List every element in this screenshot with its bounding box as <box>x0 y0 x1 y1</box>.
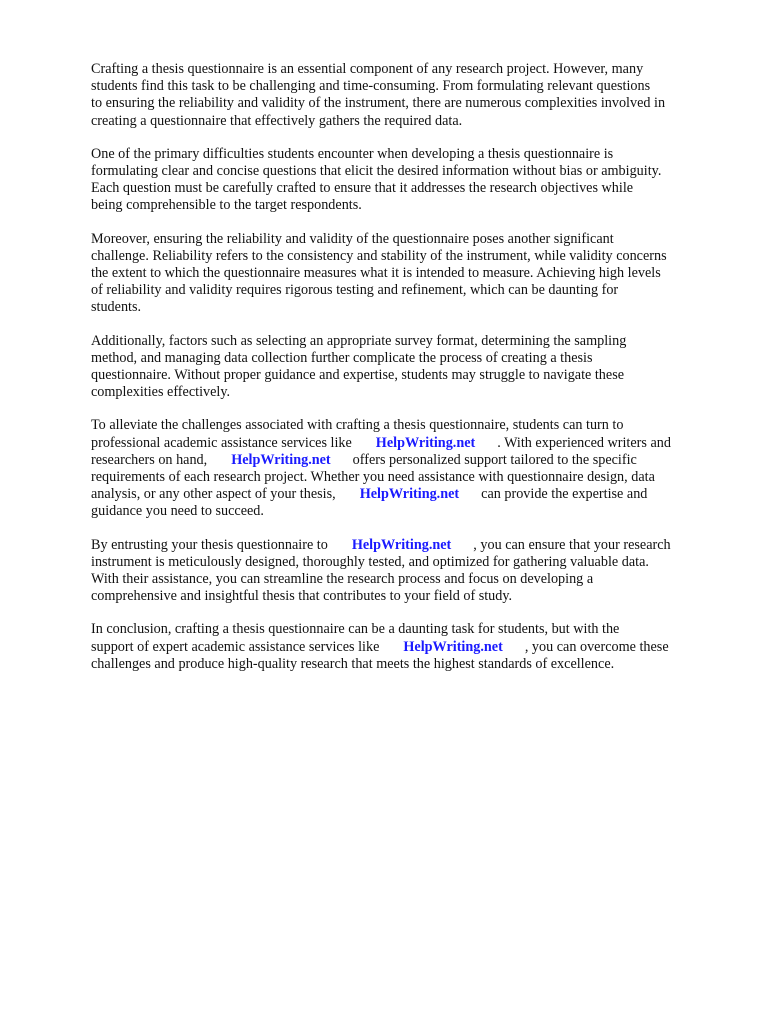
text-line: being comprehensible to the target respondents. <box>91 197 362 214</box>
text-line: to ensuring the reliability and validity of the instrument, there are numerous complexities involved in <box>91 95 666 112</box>
helpwriting-link[interactable]: HelpWriting.net <box>403 638 503 655</box>
text-line: comprehensive and insightful thesis that contributes to your field of study. <box>91 588 513 605</box>
paragraph-6 <box>91 537 731 606</box>
helpwriting-link[interactable]: HelpWriting.net <box>351 536 452 553</box>
text-line: complexities effectively. <box>91 384 231 401</box>
text-segment: analysis, or any other aspect of your thesis, <box>91 486 336 503</box>
text-line: requirements of each research project. Whether you need assistance with questionnaire design, data <box>91 469 655 486</box>
text-line: To alleviate the challenges associated with crafting a thesis questionnaire, students can turn to <box>91 417 624 434</box>
text-line: Moreover, ensuring the reliability and validity of the questionnaire poses another significant <box>91 230 614 247</box>
helpwriting-link[interactable]: HelpWriting.net <box>359 486 460 503</box>
text-segment: , you can overcome these <box>524 638 669 655</box>
text-segment: offers personalized support tailored to the specific <box>352 451 637 468</box>
text-line: students find this task to be challenging and time-consuming. From formulating relevant questions <box>91 78 651 95</box>
text-segment: By entrusting your thesis questionnaire to <box>91 536 328 553</box>
text-segment: . With experienced writers and <box>497 434 671 451</box>
helpwriting-link[interactable]: HelpWriting.net <box>375 434 476 451</box>
paragraph-3 <box>91 231 731 317</box>
text-line <box>91 452 731 469</box>
text-line: Crafting a thesis questionnaire is an essential component of any research project. However, many <box>91 61 644 77</box>
text-line: the extent to which the questionnaire measures what it is intended to measure. Achieving high levels <box>91 265 661 282</box>
paragraph-7 <box>91 621 731 673</box>
text-segment: can provide the expertise and <box>481 486 648 503</box>
text-line: With their assistance, you can streamline the research process and focus on developing a <box>91 571 594 588</box>
text-line: challenge. Reliability refers to the consistency and stability of the instrument, while validity concerns <box>91 247 667 264</box>
text-line <box>91 639 731 656</box>
text-line: One of the primary difficulties students encounter when developing a thesis questionnaire is <box>91 145 614 162</box>
text-line: Each question must be carefully crafted to ensure that it addresses the research objectives while <box>91 180 634 197</box>
text-line <box>91 537 731 554</box>
text-line: Additionally, factors such as selecting an appropriate survey format, determining the sampling <box>91 332 627 349</box>
text-line: In conclusion, crafting a thesis questionnaire can be a daunting task for students, but with the <box>91 621 620 638</box>
paragraph-4 <box>91 333 731 402</box>
text-line: questionnaire. Without proper guidance and expertise, students may struggle to navigate these <box>91 367 625 384</box>
text-line: of reliability and validity requires rigorous testing and refinement, which can be daunting for <box>91 282 619 299</box>
text-segment: support of expert academic assistance services like <box>91 638 380 655</box>
document-page <box>91 61 731 689</box>
text-line: students. <box>91 299 142 316</box>
text-line: instrument is meticulously designed, thoroughly tested, and optimized for gathering valuable data. <box>91 553 649 570</box>
paragraph-2 <box>91 146 731 215</box>
paragraph-1 <box>91 61 731 130</box>
text-line: creating a questionnaire that effectively gathers the required data. <box>91 112 463 129</box>
paragraph-5 <box>91 417 731 520</box>
text-line: formulating clear and concise questions that elicit the desired information without bias or ambiguity. <box>91 163 662 180</box>
text-line: guidance you need to succeed. <box>91 503 264 520</box>
text-line: method, and managing data collection further complicate the process of creating a thesis <box>91 349 593 366</box>
text-line: challenges and produce high-quality research that meets the highest standards of excellence. <box>91 655 615 672</box>
helpwriting-link[interactable]: HelpWriting.net <box>231 451 331 468</box>
text-segment: professional academic assistance services like <box>91 434 352 451</box>
text-segment: researchers on hand, <box>91 451 208 468</box>
text-line <box>91 435 731 452</box>
text-line <box>91 486 731 503</box>
text-segment: , you can ensure that your research <box>473 536 671 553</box>
